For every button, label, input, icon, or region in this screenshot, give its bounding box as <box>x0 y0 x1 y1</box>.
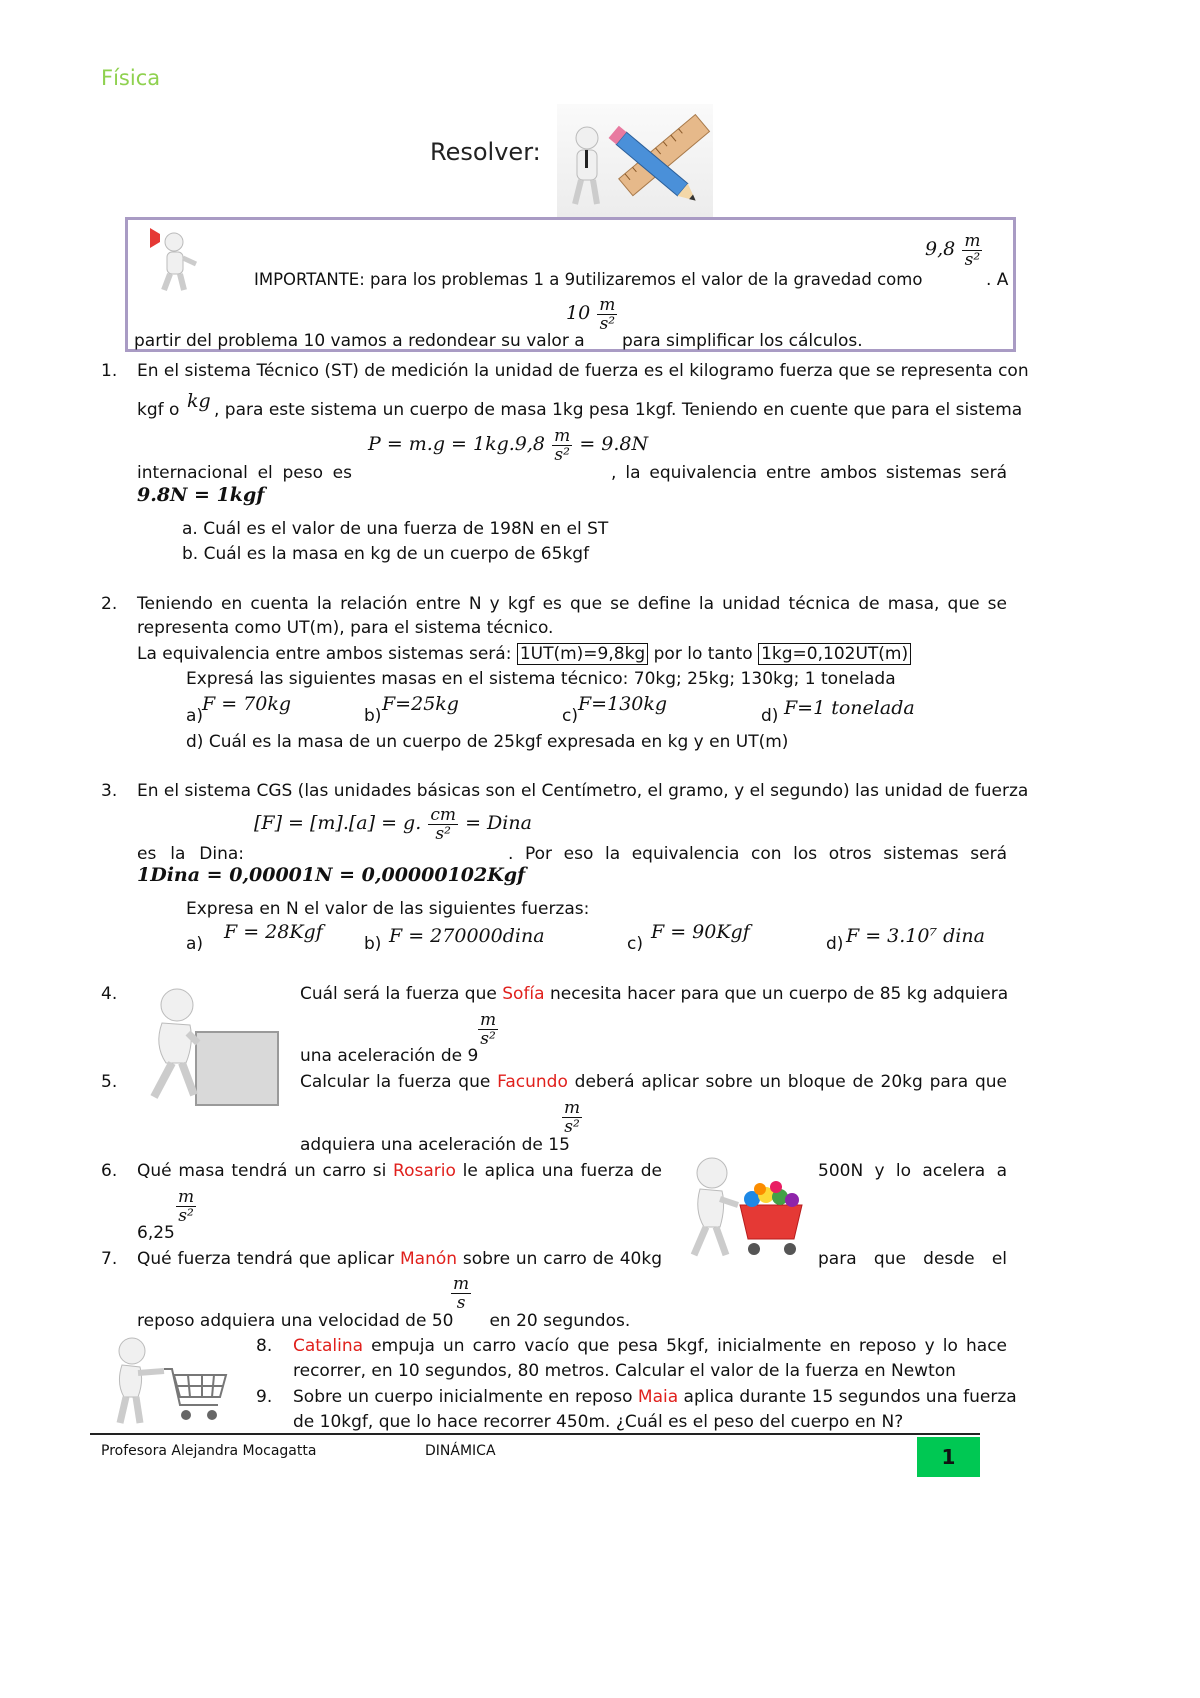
p5-line2: adquiera una aceleración de 15 <box>300 1135 570 1155</box>
footer-topic: DINÁMICA <box>425 1443 496 1459</box>
p1-formula-right: = 9.8N <box>579 433 649 455</box>
p9-name: Maia <box>637 1387 679 1407</box>
p3-line2-pre: es la Dina: <box>137 844 244 864</box>
p2-instruction: Expresá las siguientes masas en el sistema técnico: 70kg; 25kg; 130kg; 1 tonelada <box>186 669 896 689</box>
p3-c-label: c) <box>627 934 643 954</box>
p6-value: 6,25 <box>137 1223 175 1243</box>
p2-question-d: d) Cuál es la masa de un cuerpo de 25kgf expresada en kg y en UT(m) <box>186 732 789 752</box>
p1-line2-pre: kgf o <box>137 400 180 420</box>
p8-post: empuja un carro vacío que pesa 5kgf, inicialmente en reposo y lo hace <box>371 1336 1007 1356</box>
p4-post: necesita hacer para que un cuerpo de 85 kg adquiera <box>549 984 1009 1004</box>
rounded-coef: 10 <box>566 302 591 324</box>
p7-line2 <box>137 1310 630 1332</box>
p2-line3-pre: La equivalencia entre ambos sistemas será: <box>137 644 512 664</box>
p3-b-label: b) <box>364 934 382 954</box>
p2-d-label: d) <box>761 706 779 726</box>
p2-a-value: F = 70kg <box>202 693 292 715</box>
important-line1: IMPORTANTE: para los problemas 1 a 9utilizaremos el valor de la gravedad como <box>254 270 923 289</box>
p3-formula-left: [F] = [m].[a] = g. <box>254 812 422 834</box>
p4-name: Sofía <box>502 984 545 1004</box>
p6-number: 6. <box>101 1161 118 1181</box>
p1-formula-left: P = m.g = 1kg.9,8 <box>368 433 546 455</box>
footer-teacher: Profesora Alejandra Mocagatta <box>101 1443 317 1459</box>
subject-label: Física <box>101 66 161 90</box>
p6-unit: $\frac{m}{\text{s²}}$ <box>178 1187 195 1226</box>
gravity-unit: $\frac{m}{\text{s²}}$ <box>964 231 981 270</box>
p3-line2: . Por eso la equivalencia con los otros sistemas será <box>508 844 1007 864</box>
p1-kg-symbol: kg <box>187 390 211 412</box>
p7-name: Manón <box>400 1249 458 1269</box>
p2-d-value: F=1 tonelada <box>784 697 915 719</box>
p2-line3-mid: por lo tanto <box>653 644 753 664</box>
p1-line1: En el sistema Técnico (ST) de medición la unidad de fuerza es el kilogramo fuerza que se representa con <box>137 361 1029 381</box>
p8-line1 <box>293 1335 1007 1357</box>
p5-line1 <box>300 1071 1007 1093</box>
p8-line2: recorrer, en 10 segundos, 80 metros. Calcular el valor de la fuerza en Newton <box>293 1361 956 1381</box>
p6-line1 <box>137 1160 662 1182</box>
p1-line3: , la equivalencia entre ambos sistemas será <box>611 463 1007 483</box>
p7-line2-pre: reposo adquiera una velocidad de 50 <box>137 1311 454 1331</box>
footer-rule <box>90 1433 980 1435</box>
p3-number: 3. <box>101 781 118 801</box>
gravity-value <box>925 232 984 269</box>
p9-line2: de 10kgf, que lo hace recorrer 450m. ¿Cuál es el peso del cuerpo en N? <box>293 1412 904 1432</box>
p7-pre: Qué fuerza tendrá que aplicar <box>137 1249 395 1269</box>
p5-name: Facundo <box>497 1072 568 1092</box>
p4-number: 4. <box>101 984 118 1004</box>
p2-equivalence-box-2: 1kg=0,102UT(m) <box>758 643 911 665</box>
p6-pre: Qué masa tendrá un carro si <box>137 1161 387 1181</box>
p3-line1: En el sistema CGS (las unidades básicas son el Centímetro, el gramo, y el segundo) las unidad de fuerza <box>137 781 1029 801</box>
p2-c-value: F=130kg <box>578 693 668 715</box>
p2-b-label: b) <box>364 706 382 726</box>
important-line2: partir del problema 10 vamos a redondear su valor a <box>134 331 585 351</box>
empty-cart-illustration <box>106 1335 231 1427</box>
p8-name: Catalina <box>293 1336 364 1356</box>
p5-unit: $\frac{m}{\text{s²}}$ <box>564 1098 581 1137</box>
p4-unit: $\frac{m}{\text{s²}}$ <box>480 1010 497 1049</box>
p4-line2: una aceleración de 9 <box>300 1046 479 1066</box>
p3-a-value: F = 28Kgf <box>224 921 323 943</box>
p4-line1 <box>300 983 1007 1005</box>
p7-post: sobre un carro de 40kg <box>462 1249 663 1269</box>
p9-pre: Sobre un cuerpo inicialmente en reposo <box>293 1387 633 1407</box>
p1-formula-unit: $\frac{m}{\text{s²}}$ <box>554 426 571 465</box>
p3-a-label: a) <box>186 934 204 954</box>
megaphone-figure-illustration <box>148 226 214 292</box>
p3-equivalence: 1Dina = 0,00001N = 0,00000102Kgf <box>137 864 526 886</box>
p2-equivalence-box-1: 1UT(m)=9,8kg <box>517 643 648 665</box>
p6-line1-right: 500N y lo acelera a <box>818 1161 1007 1181</box>
pushing-block-illustration <box>132 985 282 1110</box>
p3-d-value: F = 3.10⁷ dina <box>846 925 985 947</box>
p1-question-b: b. Cuál es la masa en kg de un cuerpo de 65kgf <box>182 544 590 564</box>
p2-line3 <box>137 643 911 665</box>
important-line2-end: para simplificar los cálculos. <box>622 331 863 351</box>
p9-post: aplica durante 15 segundos una fuerza <box>683 1387 1017 1407</box>
p3-formula-right: = Dina <box>465 812 532 834</box>
p6-name: Rosario <box>393 1161 456 1181</box>
p3-instruction: Expresa en N el valor de las siguientes fuerzas: <box>186 899 590 919</box>
important-line1-end: . A <box>986 270 1009 290</box>
p1-number: 1. <box>101 361 118 381</box>
rounded-gravity-value <box>566 296 619 333</box>
p5-pre: Calcular la fuerza que <box>300 1072 491 1092</box>
p2-c-label: c) <box>562 706 578 726</box>
p7-line1-right: para que desde el <box>818 1249 1007 1269</box>
cart-balls-illustration <box>686 1155 806 1263</box>
p2-a-label: a) <box>186 706 204 726</box>
p1-line3-pre: internacional el peso es <box>137 463 352 483</box>
p3-formula-unit: $\frac{cm}{\text{s²}}$ <box>430 805 456 844</box>
p3-c-value: F = 90Kgf <box>651 921 750 943</box>
p1-question-a: a. Cuál es el valor de una fuerza de 198N en el ST <box>182 519 609 539</box>
p7-line1 <box>137 1248 662 1270</box>
p7-number: 7. <box>101 1249 118 1269</box>
rounded-unit: $\frac{m}{\text{s²}}$ <box>599 295 616 334</box>
p5-post: deberá aplicar sobre un bloque de 20kg para que <box>574 1072 1008 1092</box>
p9-line1 <box>293 1386 1017 1408</box>
important-box <box>125 217 1016 352</box>
p7-unit: $\frac{m}{s}$ <box>453 1274 470 1313</box>
p4-pre: Cuál será la fuerza que <box>300 984 497 1004</box>
p5-number: 5. <box>101 1072 118 1092</box>
p2-b-value: F=25kg <box>382 693 459 715</box>
page-number-badge: 1 <box>917 1437 980 1477</box>
p3-b-value: F = 270000dina <box>389 925 545 947</box>
p2-number: 2. <box>101 594 118 614</box>
page-title: Resolver: <box>430 138 541 166</box>
p1-equivalence: 9.8N = 1kgf <box>137 484 265 506</box>
p3-d-label: d) <box>826 934 844 954</box>
p3-dina-formula <box>254 806 532 843</box>
p9-number: 9. <box>256 1387 273 1407</box>
p1-weight-formula <box>368 427 648 464</box>
p2-line2: representa como UT(m), para el sistema técnico. <box>137 618 554 638</box>
p1-line2: , para este sistema un cuerpo de masa 1kg pesa 1kgf. Teniendo en cuente que para el sistema <box>214 400 1023 420</box>
p7-line2-post: en 20 segundos. <box>489 1311 631 1331</box>
pencil-ruler-illustration <box>557 104 713 218</box>
p8-number: 8. <box>256 1336 273 1356</box>
p2-line1: Teniendo en cuenta la relación entre N y kgf es que se define la unidad técnica de masa, que se <box>137 594 1007 614</box>
gravity-coef: 9,8 <box>925 238 956 260</box>
p6-post: le aplica una fuerza de <box>462 1161 662 1181</box>
